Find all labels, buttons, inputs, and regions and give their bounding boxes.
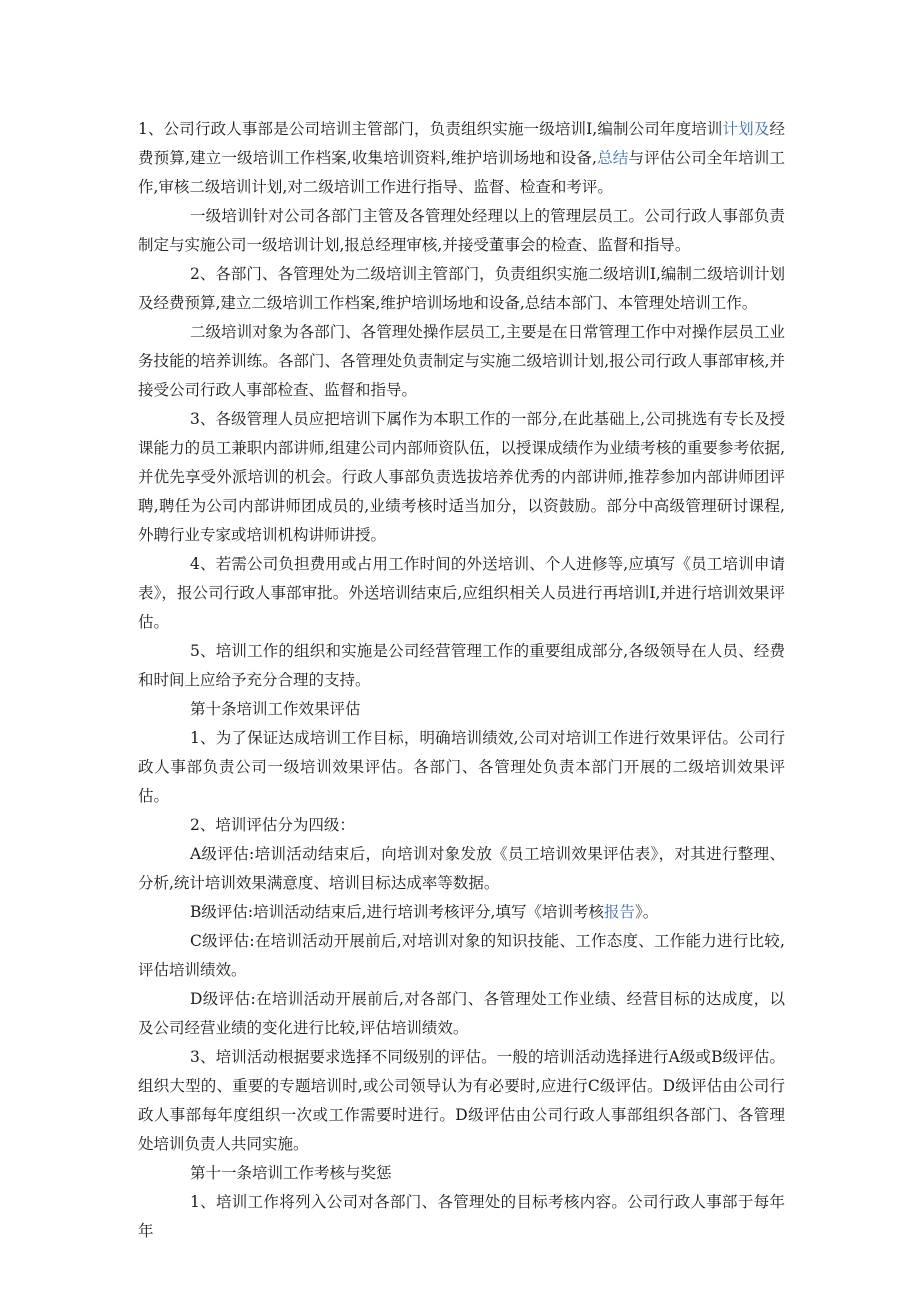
body-paragraph	[138, 724, 785, 811]
paragraph-text: C级评估:在培训活动开展前后,对培训对象的知识技能、工作态度、工作能力进行比较,评估培训绩效。	[138, 932, 785, 979]
body-paragraph	[138, 927, 785, 985]
body-paragraph	[138, 985, 785, 1043]
paragraph-text: 经费预算,建立一级培训工作档案,收集培训资料,维护培训场地和设备,	[138, 120, 785, 167]
body-paragraph	[138, 115, 785, 202]
inline-link[interactable]: 总结	[596, 149, 629, 167]
paragraph-text: 2、各部门、各管理处为二级培训主管部门，负责组织实施二级培训I,编制二级培训计划及经费预算,建立二级培训工作档案,维护培训场地和设备,总结本部门、本管理处培训工作。	[138, 265, 785, 312]
paragraph-text: 1、培训工作将列入公司对各部门、各管理处的目标考核内容。公司行政人事部于每年年	[138, 1193, 785, 1240]
inline-link[interactable]: 报告	[603, 903, 635, 921]
paragraph-text: 二级培训对象为各部门、各管理处操作层员工,主要是在日常管理工作中对操作层员工业务技能的培养训练。各部门、各管理处负责制定与实施二级培训计划,报公司行政人事部审核,并接受公司行政人事部检查、监督和指导。	[138, 323, 785, 399]
paragraph-text: 第十一条培训工作考核与奖惩	[190, 1164, 392, 1182]
body-paragraph	[138, 840, 785, 898]
paragraph-text: 5、培训工作的组织和实施是公司经营管理工作的重要组成部分,各级领导在人员、经费和时间上应给予充分合理的支持。	[138, 642, 785, 689]
inline-link[interactable]: 计划及	[722, 120, 770, 138]
paragraph-text: 2、培训评估分为四级：	[190, 816, 355, 834]
body-paragraph	[138, 202, 785, 260]
paragraph-text: 3、培训活动根据要求选择不同级别的评估。一般的培训活动选择进行A级或B级评估。组织大型的、重要的专题培训时,或公司领导认为有必要时,应进行C级评估。D级评估由公司行政人事部每年度组织一次或工作需要时进行。D级评估由公司行政人事部组织各部门、各管理处培训负责人共同实施。	[138, 1048, 785, 1153]
paragraph-text: 与评估公司全年培训工作,审核二级培训计划,对二级培训工作进行指导、监督、检查和考评。	[138, 149, 785, 196]
paragraph-text: 》。	[634, 903, 659, 921]
paragraph-text: 1、公司行政人事部是公司培训主管部门，负责组织实施一级培训I,编制公司年度培训	[138, 120, 723, 138]
paragraph-text: A级评估:培训活动结束后，向培训对象发放《员工培训效果评估表》，对其进行整理、分析,统计培训效果满意度、培训目标达成率等数据。	[138, 845, 785, 892]
body-paragraph	[138, 1043, 785, 1159]
section-heading	[138, 1159, 785, 1188]
body-paragraph	[138, 260, 785, 318]
body-paragraph	[138, 811, 785, 840]
paragraph-text: B级评估:培训活动结束后,进行培训考核评分,填写《培训考核	[190, 903, 604, 921]
paragraph-text: 4、若需公司负担费用或占用工作时间的外送培训、个人进修等,应填写《员工培训申请表》，报公司行政人事部审批。外送培训结束后,应组织相关人员进行再培训I,并进行培训效果评估。	[138, 555, 785, 631]
paragraph-text: 第十条培训工作效果评估	[190, 700, 361, 718]
body-paragraph	[138, 898, 785, 927]
body-paragraph	[138, 637, 785, 695]
paragraph-text: 3、各级管理人员应把培训下属作为本职工作的一部分,在此基础上,公司挑选有专长及授课能力的员工兼职内部讲师,组建公司内部师资队伍，以授课成绩作为业绩考核的重要参考依据,并优先享受外派培训的机会。行政人事部负责选拔培养优秀的内部讲师,推荐参加内部讲师团评聘,聘任为公司内部讲师团成员的,业绩考核时适当加分，以资鼓励。部分中高级管理研讨课程,外聘行业专家或培训机构讲师讲授。	[138, 410, 785, 544]
paragraph-text: D级评估:在培训活动开展前后,对各部门、各管理处工作业绩、经营目标的达成度，以及公司经营业绩的变化进行比较,评估培训绩效。	[138, 990, 785, 1037]
section-heading	[138, 695, 785, 724]
paragraph-text: 1、为了保证达成培训工作目标，明确培训绩效,公司对培训工作进行效果评估。公司行政人事部负责公司一级培训效果评估。各部门、各管理处负责本部门开展的二级培训效果评估。	[138, 729, 785, 805]
paragraph-text: 一级培训针对公司各部门主管及各管理处经理以上的管理层员工。公司行政人事部负责制定与实施公司一级培训计划,报总经理审核,并接受董事会的检查、监督和指导。	[138, 207, 785, 254]
document-body	[138, 115, 785, 1246]
body-paragraph	[138, 318, 785, 405]
body-paragraph	[138, 1188, 785, 1246]
body-paragraph	[138, 405, 785, 550]
body-paragraph	[138, 550, 785, 637]
